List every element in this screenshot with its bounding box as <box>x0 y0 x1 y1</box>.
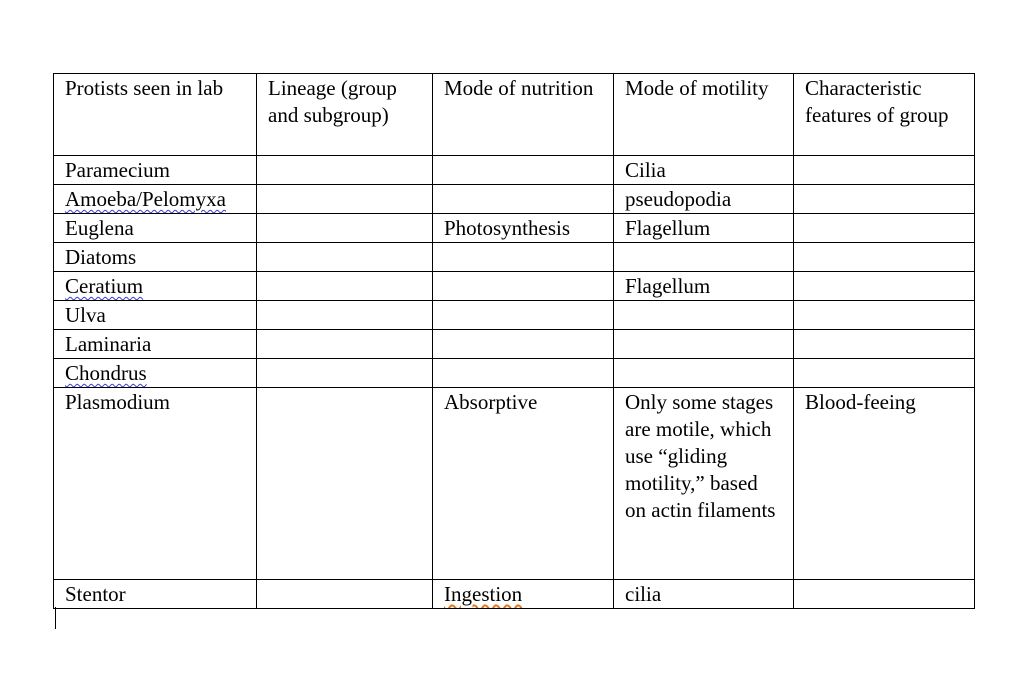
cell-lineage[interactable] <box>257 580 433 609</box>
table-row <box>54 388 975 580</box>
cell-protist[interactable] <box>54 359 257 388</box>
cell-features[interactable] <box>794 185 975 214</box>
cell-nutrition[interactable] <box>433 301 614 330</box>
cell-features[interactable] <box>794 243 975 272</box>
header-features[interactable]: Characteristic features of group <box>794 74 975 156</box>
table-row <box>54 330 975 359</box>
cell-lineage[interactable] <box>257 185 433 214</box>
cell-protist[interactable]: Paramecium <box>54 156 257 185</box>
cell-nutrition[interactable] <box>433 243 614 272</box>
cell-motility[interactable] <box>614 330 794 359</box>
cell-features[interactable] <box>794 580 975 609</box>
text-cursor <box>55 607 56 629</box>
cell-motility[interactable]: pseudopodia <box>614 185 794 214</box>
cell-nutrition[interactable]: Absorptive <box>433 388 614 580</box>
cell-features[interactable] <box>794 359 975 388</box>
cell-motility[interactable] <box>614 243 794 272</box>
cell-lineage[interactable] <box>257 214 433 243</box>
spellcheck-text: Chondrus <box>65 361 147 385</box>
table-row <box>54 301 975 330</box>
cell-protist[interactable]: Plasmodium <box>54 388 257 580</box>
cell-lineage[interactable] <box>257 243 433 272</box>
cell-motility[interactable] <box>614 359 794 388</box>
cell-motility[interactable] <box>614 301 794 330</box>
table-row <box>54 272 975 301</box>
cell-features[interactable] <box>794 156 975 185</box>
cell-protist[interactable]: Stentor <box>54 580 257 609</box>
cell-nutrition[interactable] <box>433 359 614 388</box>
cell-motility[interactable]: Only some stages are motile, which use “gliding motility,” based on actin filaments <box>614 388 794 580</box>
cell-nutrition[interactable] <box>433 185 614 214</box>
header-nutrition[interactable]: Mode of nutrition <box>433 74 614 156</box>
table-row <box>54 580 975 609</box>
cell-lineage[interactable] <box>257 156 433 185</box>
cell-motility[interactable]: Cilia <box>614 156 794 185</box>
cell-nutrition[interactable] <box>433 156 614 185</box>
cell-protist[interactable]: Laminaria <box>54 330 257 359</box>
cell-nutrition[interactable] <box>433 330 614 359</box>
cell-protist[interactable]: Euglena <box>54 214 257 243</box>
spellcheck-text: Ceratium <box>65 274 144 298</box>
cell-lineage[interactable] <box>257 388 433 580</box>
table-header-row <box>54 74 975 156</box>
cell-protist[interactable]: Diatoms <box>54 243 257 272</box>
cell-protist[interactable]: Ulva <box>54 301 257 330</box>
cell-features[interactable] <box>794 330 975 359</box>
cell-protist[interactable] <box>54 185 257 214</box>
table-row <box>54 359 975 388</box>
table-row <box>54 214 975 243</box>
protists-table <box>53 73 975 609</box>
cell-lineage[interactable] <box>257 330 433 359</box>
table-row <box>54 185 975 214</box>
cell-features[interactable] <box>794 301 975 330</box>
spellcheck-text: Amoeba/Pelomyxa <box>65 187 226 211</box>
cell-lineage[interactable] <box>257 359 433 388</box>
grammar-flagged-text: Ingestion <box>444 582 523 606</box>
cell-protist[interactable] <box>54 272 257 301</box>
cell-motility[interactable]: Flagellum <box>614 214 794 243</box>
cell-features[interactable] <box>794 272 975 301</box>
cell-features[interactable]: Blood-feeing <box>794 388 975 580</box>
cell-lineage[interactable] <box>257 272 433 301</box>
header-motility[interactable]: Mode of motility <box>614 74 794 156</box>
table-row <box>54 156 975 185</box>
cell-nutrition[interactable]: Photosynthesis <box>433 214 614 243</box>
header-lineage[interactable]: Lineage (group and subgroup) <box>257 74 433 156</box>
table-row <box>54 243 975 272</box>
cell-nutrition[interactable] <box>433 272 614 301</box>
cell-lineage[interactable] <box>257 301 433 330</box>
cell-nutrition[interactable] <box>433 580 614 609</box>
header-protists[interactable]: Protists seen in lab <box>54 74 257 156</box>
cell-motility[interactable]: Flagellum <box>614 272 794 301</box>
cell-features[interactable] <box>794 214 975 243</box>
cell-motility[interactable]: cilia <box>614 580 794 609</box>
